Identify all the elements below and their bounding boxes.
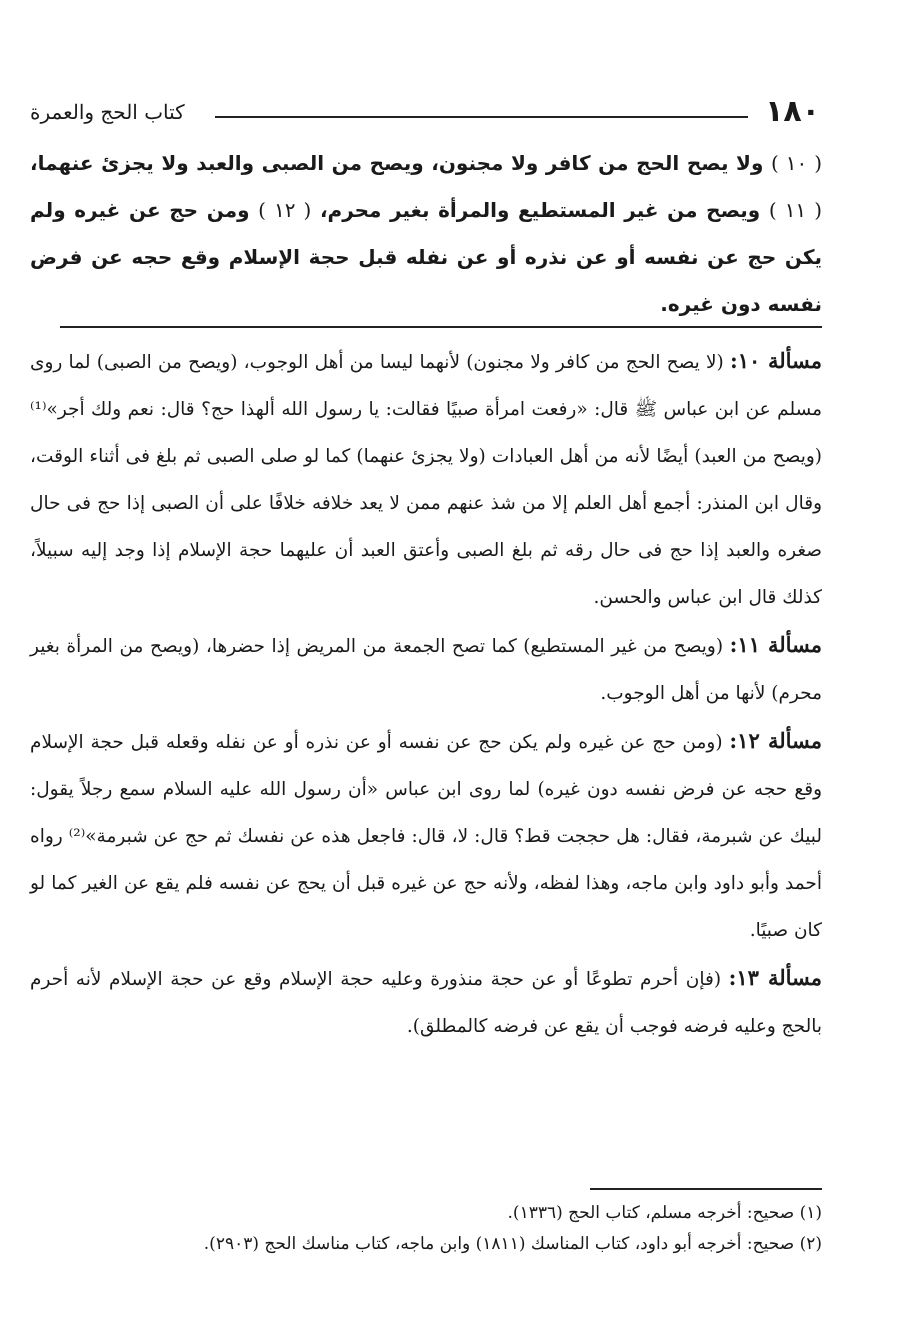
masala-text: (ومن حج عن غيره ولم يكن حج عن نفسه أو عن نذره أو عن نفله وقعله قبل حجة الإسلام وقع حجه عن فرض نفسه دون غيره) لما روى ابن عباس «أن رسول الله عليه السلام سمع رجلاً يقول: لبيك عن شبرمة، فقال: هل حججت قط؟ قال: لا، قال: فاجعل هذه عن نفسك ثم حج عن شبرمة»⁽²⁾ رواه أحمد وأبو داود وابن ماجه، وهذا لفظه، ولأنه حج عن غيره قبل أن يحج عن نفسه فلم يقع عن الغير كما لو كان صبيًا.: [30, 732, 823, 941]
matn-number-12: ( ١٢ ): [258, 198, 312, 222]
commentary: [30, 337, 822, 1050]
page-number: ١٨٠: [765, 94, 820, 129]
section-divider: [60, 326, 822, 328]
running-title: كتاب الحج والعمرة: [30, 100, 185, 124]
masala-label: مسألة ١٠:: [729, 348, 822, 373]
matn-text-10: ولا يصح الحج من كافر ولا مجنون، ويصح من الصبى والعبد ولا يجزئ عنهما،: [30, 151, 764, 175]
matn-number-10: ( ١٠ ): [770, 151, 823, 175]
masala-label: مسألة ١٢:: [729, 728, 823, 753]
matn-text-11: ويصح من غير المستطيع والمرأة بغير محرم،: [319, 198, 761, 222]
masala-label: مسألة ١١:: [729, 632, 823, 657]
footnote-rule: [590, 1188, 822, 1190]
masala-text: (ويصح من غير المستطيع) كما تصح الجمعة من المريض إذا حضرها، (ويصح من المرأة بغير محرم) لأنها من أهل الوجوب.: [30, 636, 822, 704]
masala-text: (فإن أحرم تطوعًا أو عن حجة منذورة وعليه حجة الإسلام وقع عن حجة الإسلام لأنه أحرم بالحج وعليه فرضه فوجب أن يقع عن فرضه كالمطلق).: [30, 969, 822, 1037]
masala-paragraph: [30, 337, 822, 621]
header-rule: [215, 116, 748, 118]
masala-paragraph: [30, 954, 822, 1050]
page-header: [30, 96, 820, 132]
masala-text: (لا يصح الحج من كافر ولا مجنون) لأنهما ليسا من أهل الوجوب، (ويصح من الصبى) لما روى مسلم عن ابن عباس ﷺ قال: «رفعت امرأة صبيًا فقالت: يا رسول الله ألهذا حج؟ قال: نعم ولك أجر»⁽¹⁾ (ويصح من العبد) أيضًا لأنه من أهل العبادات (ولا يجزئ عنهما) كما لو صلى الصبى ثم بلغ فى أثناء الوقت، وقال ابن المنذر: أجمع أهل العلم إلا من شذ عنهم ممن لا يعد خلافه خلافًا على أن الصبى إذا حج فى حال صغره والعبد إذا حج فى حال رقه ثم بلغ الصبى وأعتق العبد أن عليهما حجة الإسلام إذا وجد إليه سبيلاً، كذلك قال ابن عباس والحسن.: [30, 352, 822, 608]
matn-number-11: ( ١١ ): [768, 198, 822, 222]
masala-label: مسألة ١٣:: [728, 965, 822, 990]
footnotes: [30, 1198, 822, 1260]
masala-paragraph: [30, 621, 822, 717]
matn-text-12: ومن حج عن غيره ولم يكن حج عن نفسه أو عن نذره أو عن نفله قبل حجة الإسلام وقع حجه عن فرض نفسه دون غيره.: [30, 198, 822, 316]
main-text: [30, 140, 822, 328]
footnote: (٢) صحيح: أخرجه أبو داود، كتاب المناسك (١٨١١) وابن ماجه، كتاب مناسك الحج (٢٩٠٣).: [203, 1234, 822, 1254]
masala-paragraph: [30, 717, 822, 954]
footnote: (١) صحيح: أخرجه مسلم، كتاب الحج (١٣٣٦).: [507, 1203, 822, 1223]
